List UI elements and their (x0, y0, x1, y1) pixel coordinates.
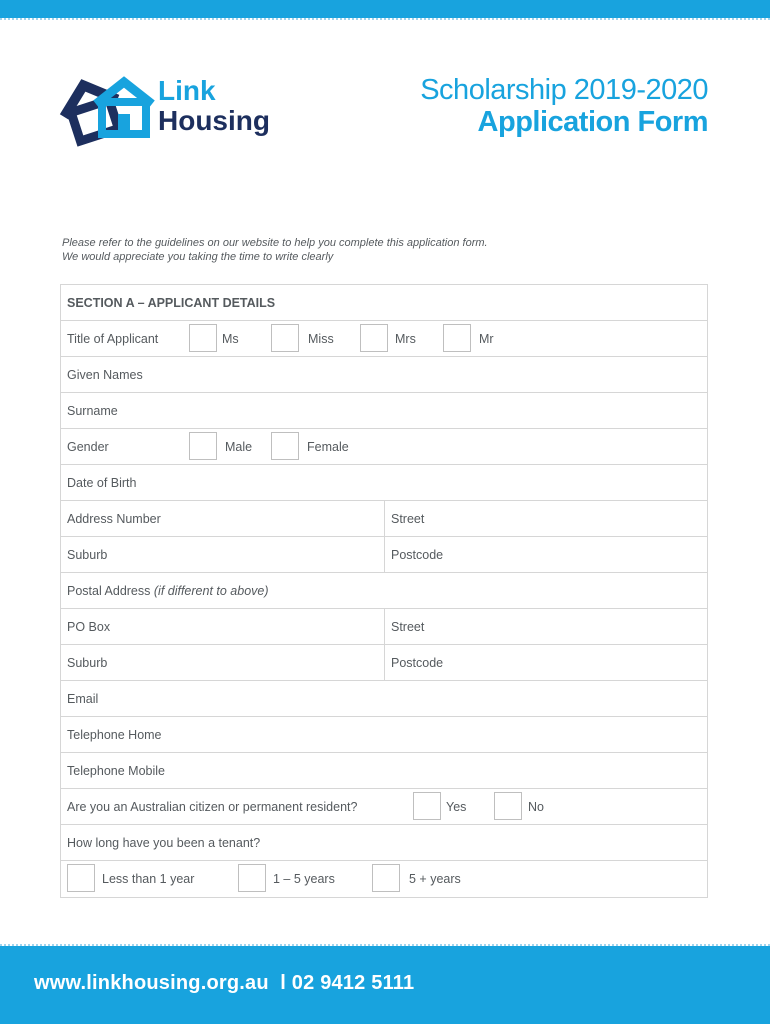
address-number-label: Address Number (67, 512, 161, 526)
postal-address-row (61, 573, 707, 609)
title-line-2: Application Form (477, 106, 708, 138)
1-5-years-checkbox[interactable] (238, 864, 266, 892)
postal-address-note: (if different to above) (153, 584, 269, 598)
postal-suburb-label: Suburb (67, 656, 108, 670)
female-checkbox[interactable] (271, 432, 299, 460)
less-than-1-year-checkbox[interactable] (67, 864, 95, 892)
tenant-question: How long have you been a tenant? (67, 836, 261, 850)
male-checkbox[interactable] (189, 432, 217, 460)
telephone-home-label: Telephone Home (67, 728, 162, 742)
given-names-label: Given Names (67, 368, 143, 382)
intro-line-1: Please refer to the guidelines on our website to help you complete this application form. (62, 237, 488, 249)
citizen-question: Are you an Australian citizen or permanent resident? (67, 800, 358, 814)
postal-postcode-field[interactable] (385, 645, 707, 681)
logo-wordmark (158, 76, 270, 136)
dob-label: Date of Birth (67, 476, 137, 490)
po-box-row (61, 609, 707, 645)
applicant-details-form (60, 284, 708, 898)
citizen-row (61, 789, 707, 825)
suburb-label: Suburb (67, 548, 108, 562)
address-row (61, 501, 707, 537)
po-box-label: PO Box (67, 620, 111, 634)
telephone-mobile-field[interactable] (61, 753, 707, 789)
postal-postcode-label: Postcode (391, 656, 444, 670)
gender-row (61, 429, 707, 465)
address-number-field[interactable] (61, 501, 385, 537)
gender-label: Gender (67, 440, 109, 454)
less-than-1-year-label: Less than 1 year (102, 872, 195, 886)
female-label: Female (307, 440, 349, 454)
logo-line-2: Housing (158, 105, 270, 136)
title-row (61, 321, 707, 357)
citizen-yes-checkbox[interactable] (413, 792, 441, 820)
link-housing-logo (56, 72, 296, 152)
miss-checkbox[interactable] (271, 324, 299, 352)
citizen-no-checkbox[interactable] (494, 792, 522, 820)
street-field[interactable] (385, 501, 707, 537)
postal-address-label: Postal Address (67, 584, 151, 598)
tenant-question-row (61, 825, 707, 861)
suburb-row (61, 537, 707, 573)
intro-line-2: We would appreciate you taking the time to write clearly (62, 251, 334, 263)
postal-street-field[interactable] (385, 609, 707, 645)
house-logo-icon (56, 72, 156, 150)
suburb-field[interactable] (61, 537, 385, 573)
intro-text (62, 236, 488, 264)
email-label: Email (67, 692, 99, 706)
given-names-field[interactable] (61, 357, 707, 393)
footer-banner (0, 946, 770, 1024)
5-plus-years-checkbox[interactable] (372, 864, 400, 892)
section-header-row (61, 285, 707, 321)
mrs-label: Mrs (395, 332, 416, 346)
miss-label: Miss (308, 332, 334, 346)
logo-line-1: Link (158, 75, 216, 106)
surname-field[interactable] (61, 393, 707, 429)
postal-address-heading (67, 573, 269, 609)
email-field[interactable] (61, 681, 707, 717)
mrs-checkbox[interactable] (360, 324, 388, 352)
title-label: Title of Applicant (67, 332, 159, 346)
ms-label: Ms (222, 332, 239, 346)
male-label: Male (225, 440, 253, 454)
postcode-label: Postcode (391, 548, 444, 562)
street-label: Street (391, 512, 425, 526)
po-box-field[interactable] (61, 609, 385, 645)
top-divider (0, 18, 770, 20)
date-of-birth-field[interactable] (61, 465, 707, 501)
surname-label: Surname (67, 404, 118, 418)
footer-contact: www.linkhousing.org.au l 02 9412 5111 (34, 972, 415, 994)
telephone-home-field[interactable] (61, 717, 707, 753)
tenant-duration-row (61, 861, 707, 897)
postal-suburb-field[interactable] (61, 645, 385, 681)
mr-checkbox[interactable] (443, 324, 471, 352)
postal-suburb-row (61, 645, 707, 681)
citizen-yes-label: Yes (446, 800, 467, 814)
citizen-no-label: No (528, 800, 544, 814)
form-title (420, 74, 708, 138)
section-header: SECTION A – APPLICANT DETAILS (67, 296, 276, 310)
postcode-field[interactable] (385, 537, 707, 573)
mr-label: Mr (479, 332, 494, 346)
title-line-1: Scholarship 2019-2020 (420, 74, 708, 106)
ms-checkbox[interactable] (189, 324, 217, 352)
top-banner (0, 0, 770, 18)
1-5-years-label: 1 – 5 years (273, 872, 335, 886)
telephone-mobile-label: Telephone Mobile (67, 764, 165, 778)
postal-street-label: Street (391, 620, 425, 634)
5-plus-years-label: 5 + years (409, 872, 461, 886)
